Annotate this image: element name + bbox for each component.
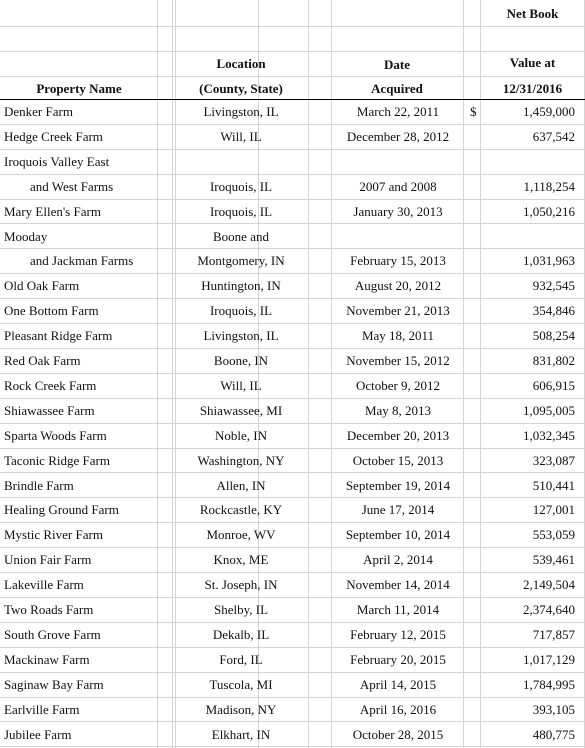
location-cell: Iroquois, IL <box>209 203 273 219</box>
location-cell: Elkhart, IN <box>211 726 271 742</box>
table-row <box>0 498 585 523</box>
header-date-line1: Date <box>384 57 410 72</box>
property-name-cell: Healing Ground Farm <box>4 502 119 518</box>
table-row <box>0 200 585 225</box>
property-name-cell: and West Farms <box>30 178 114 194</box>
table-row <box>0 274 585 299</box>
property-name-cell: Iroquois Valley East <box>4 153 110 169</box>
date-acquired-cell <box>333 150 463 174</box>
date-acquired-cell: October 15, 2013 <box>352 452 444 468</box>
date-acquired-cell: 2007 and 2008 <box>359 178 437 194</box>
property-name-cell: South Grove Farm <box>4 626 101 642</box>
net-book-value-cell: 1,031,963 <box>523 253 575 269</box>
property-name-cell: Taconic Ridge Farm <box>4 452 110 468</box>
table-row <box>0 299 585 324</box>
table-row <box>0 598 585 623</box>
location-cell: Shelby, IL <box>213 602 269 617</box>
date-acquired-cell: November 15, 2012 <box>346 353 450 368</box>
location-cell: Noble, IN <box>215 427 267 443</box>
table-row <box>0 648 585 673</box>
table-row <box>0 698 585 723</box>
property-name-cell: Sparta Woods Farm <box>4 427 107 443</box>
date-acquired-cell: April 16, 2016 <box>359 701 437 717</box>
net-book-value-cell: 1,459,000 <box>523 104 575 119</box>
date-acquired-cell <box>333 225 463 249</box>
date-acquired-cell: February 20, 2015 <box>350 651 446 667</box>
location-cell: Knox, ME <box>213 552 269 568</box>
location-cell: Huntington, IN <box>201 278 281 294</box>
location-cell: Boone and <box>213 228 269 244</box>
table-row <box>0 449 585 474</box>
net-book-value-cell: 393,105 <box>532 701 575 717</box>
location-cell: Dekalb, IL <box>212 626 270 642</box>
property-name-cell: Saginaw Bay Farm <box>4 676 104 692</box>
property-name-cell: Red Oak Farm <box>4 353 81 368</box>
net-book-value-cell: 2,374,640 <box>523 602 575 617</box>
table-row <box>0 548 585 573</box>
location-cell: Boone, IN <box>213 353 269 368</box>
date-acquired-cell: November 21, 2013 <box>346 303 450 319</box>
location-cell: Washington, NY <box>197 452 285 468</box>
date-acquired-cell: June 17, 2014 <box>361 502 435 518</box>
date-acquired-cell: April 14, 2015 <box>359 676 437 692</box>
property-name-cell: One Bottom Farm <box>4 303 99 319</box>
header-location-line1: Location <box>216 56 266 71</box>
table-row <box>0 249 585 274</box>
table-row <box>0 374 585 399</box>
location-cell: Iroquois, IL <box>209 303 273 319</box>
header-date-line2: Acquired <box>371 81 423 96</box>
property-name-cell: Shiawassee Farm <box>4 402 95 418</box>
property-name-cell: Jubilee Farm <box>4 726 72 742</box>
property-name-cell: and Jackman Farms <box>30 253 134 269</box>
table-row <box>0 349 585 374</box>
date-acquired-cell: April 2, 2014 <box>363 552 433 568</box>
net-book-value-cell: 831,802 <box>532 353 575 368</box>
net-book-value-cell: 553,059 <box>532 527 575 543</box>
property-name-cell: Earlville Farm <box>4 701 80 717</box>
date-acquired-cell: September 10, 2014 <box>345 527 451 543</box>
table-row <box>0 150 585 175</box>
location-cell: Will, IL <box>220 377 262 393</box>
property-name-cell: Two Roads Farm <box>4 602 94 617</box>
net-book-value-cell <box>480 150 575 174</box>
location-cell: Will, IL <box>220 128 262 144</box>
date-acquired-cell: May 8, 2013 <box>364 402 432 418</box>
net-book-value-cell: 508,254 <box>532 328 575 344</box>
header-nbv-line2: Value at <box>509 55 556 70</box>
net-book-value-cell: 1,017,129 <box>523 651 575 667</box>
net-book-value-cell: 539,461 <box>532 552 575 568</box>
net-book-value-cell: 510,441 <box>532 477 575 493</box>
location-cell: Iroquois, IL <box>209 178 273 194</box>
table-row <box>0 399 585 424</box>
table-row <box>0 623 585 648</box>
date-acquired-cell: October 9, 2012 <box>355 377 441 393</box>
date-acquired-cell: January 30, 2013 <box>353 203 443 219</box>
table-row <box>0 324 585 349</box>
property-name-cell: Pleasant Ridge Farm <box>4 328 113 344</box>
property-name-cell: Union Fair Farm <box>4 552 92 568</box>
location-cell: Ford, IL <box>219 651 263 667</box>
header-location-line2: (County, State) <box>199 81 283 96</box>
net-book-value-cell: 2,149,504 <box>523 577 575 593</box>
table-row <box>0 474 585 499</box>
header-property-name: Property Name <box>36 81 122 96</box>
header-nbv-line1: Net Book <box>506 6 559 21</box>
location-cell: Rockcastle, KY <box>199 502 283 518</box>
property-name-cell: Hedge Creek Farm <box>4 128 103 144</box>
table-row <box>0 125 585 150</box>
property-name-cell: Mackinaw Farm <box>4 651 90 667</box>
table-row <box>0 523 585 548</box>
net-book-value-cell: 606,915 <box>532 377 575 393</box>
location-cell: Montgomery, IN <box>197 253 285 269</box>
table-row <box>0 225 585 250</box>
date-acquired-cell: December 20, 2013 <box>346 427 450 443</box>
net-book-value-cell: 1,032,345 <box>523 427 575 443</box>
property-name-cell: Brindle Farm <box>4 477 74 493</box>
location-cell: Livingston, IL <box>203 104 279 119</box>
header-row <box>0 0 585 27</box>
table-row <box>0 100 585 125</box>
net-book-value-cell: 480,775 <box>532 726 575 742</box>
date-acquired-cell: October 28, 2015 <box>352 726 444 742</box>
date-acquired-cell: May 18, 2011 <box>361 328 435 344</box>
table-row <box>0 573 585 598</box>
property-name-cell: Mary Ellen's Farm <box>4 203 101 219</box>
net-book-value-cell: 1,784,995 <box>523 676 575 692</box>
date-acquired-cell: March 11, 2014 <box>356 602 440 617</box>
property-name-cell: Denker Farm <box>4 104 73 119</box>
date-acquired-cell: September 19, 2014 <box>345 477 451 493</box>
location-cell: Shiawassee, MI <box>199 402 283 418</box>
property-name-cell: Mystic River Farm <box>4 527 103 543</box>
property-name-cell: Old Oak Farm <box>4 278 80 294</box>
net-book-value-cell: 637,542 <box>532 128 575 144</box>
header-row <box>0 27 585 52</box>
location-cell: Madison, NY <box>205 701 277 717</box>
location-cell <box>175 150 307 174</box>
date-acquired-cell: February 15, 2013 <box>350 253 446 269</box>
date-acquired-cell: March 22, 2011 <box>356 104 440 119</box>
net-book-value-cell: 717,857 <box>532 626 575 642</box>
location-cell: Tuscola, MI <box>209 676 273 692</box>
date-acquired-cell: August 20, 2012 <box>354 278 442 294</box>
date-acquired-cell: November 14, 2014 <box>346 577 450 593</box>
table-row <box>0 424 585 449</box>
date-acquired-cell: February 12, 2015 <box>350 626 446 642</box>
net-book-value-cell: 323,087 <box>532 452 575 468</box>
property-name-cell: Rock Creek Farm <box>4 377 97 393</box>
table-row <box>0 723 585 748</box>
table-row <box>0 175 585 200</box>
location-cell: Monroe, WV <box>206 527 276 543</box>
property-name-cell: Mooday <box>4 228 48 244</box>
header-row <box>0 52 585 77</box>
net-book-value-cell: 1,118,254 <box>523 178 575 194</box>
header-nbv-line3: 12/31/2016 <box>502 81 563 96</box>
location-cell: Allen, IN <box>216 477 266 493</box>
net-book-value-cell: 127,001 <box>532 502 575 518</box>
location-cell: St. Joseph, IN <box>204 577 278 593</box>
location-cell: Livingston, IL <box>203 328 279 344</box>
net-book-value-cell: 932,545 <box>532 278 575 294</box>
net-book-value-cell <box>480 225 575 249</box>
net-book-value-cell: 354,846 <box>532 303 575 319</box>
net-book-value-cell: 1,050,216 <box>523 203 575 219</box>
currency-symbol: $ <box>470 104 477 119</box>
net-book-value-cell: 1,095,005 <box>523 402 575 418</box>
table-row <box>0 673 585 698</box>
date-acquired-cell: December 28, 2012 <box>346 128 450 144</box>
property-name-cell: Lakeville Farm <box>4 577 84 593</box>
